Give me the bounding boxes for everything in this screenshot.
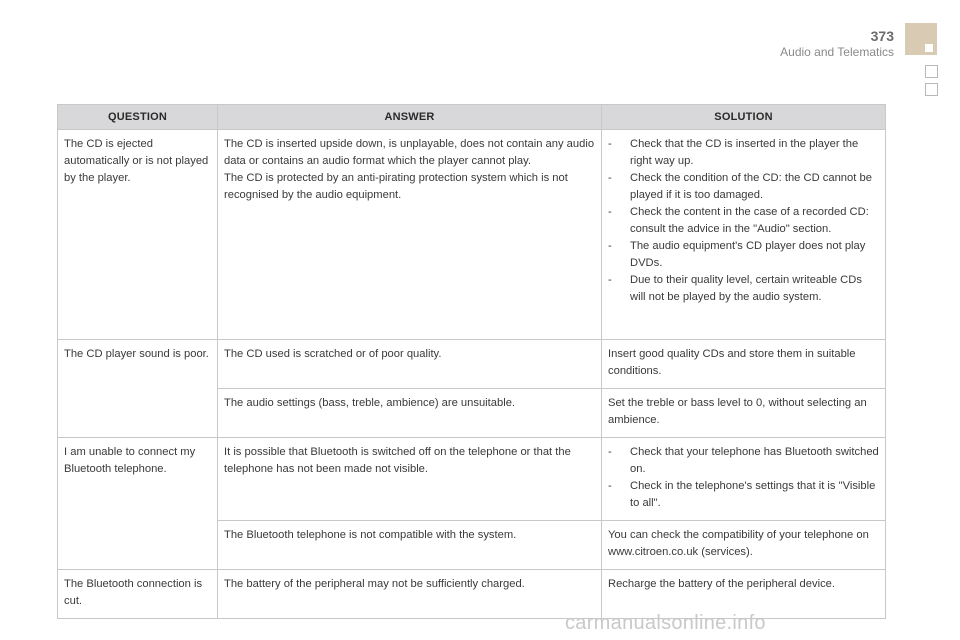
solution-list: [608, 136, 879, 306]
solution-item: - Check in the telephone's settings that it is "Visible to all".: [608, 478, 879, 512]
answer-line: The CD is inserted upside down, is unplayable, does not contain any audio data or contains an audio format which the player cannot play.: [224, 138, 595, 167]
page-box-icon: [925, 83, 938, 96]
solution-item: - Check the condition of the CD: the CD cannot be played if it is too damaged.: [608, 170, 879, 204]
solution-cell: You can check the compatibility of your telephone on www.citroen.co.uk (services).: [602, 521, 886, 570]
watermark: carmanualsonline.info: [565, 612, 766, 634]
table-row: [58, 130, 886, 340]
column-header-answer: ANSWER: [218, 105, 602, 130]
question-cell: The CD is ejected automatically or is not played by the player.: [58, 130, 218, 340]
table-row: [58, 340, 886, 389]
column-header-question: QUESTION: [58, 105, 218, 130]
solution-cell: Recharge the battery of the peripheral device.: [602, 570, 886, 619]
answer-cell: The CD used is scratched or of poor quality.: [218, 340, 602, 389]
solution-item: - Check the content in the case of a recorded CD: consult the advice in the "Audio" section.: [608, 204, 879, 238]
tab-square-icon: [925, 44, 933, 52]
solution-cell: Set the treble or bass level to 0, without selecting an ambience.: [602, 389, 886, 438]
solution-item: - Check that the CD is inserted in the player the right way up.: [608, 136, 879, 170]
section-title: Audio and Telematics: [780, 45, 894, 59]
faq-table: [57, 104, 886, 619]
solution-item: - Due to their quality level, certain writeable CDs will not be played by the audio system.: [608, 272, 879, 306]
question-cell: The CD player sound is poor.: [58, 340, 218, 438]
page-box-icon: [925, 65, 938, 78]
table-row: [58, 438, 886, 521]
answer-cell: The battery of the peripheral may not be sufficiently charged.: [218, 570, 602, 619]
solution-item: - Check that your telephone has Bluetooth switched on.: [608, 444, 879, 478]
solution-cell: Insert good quality CDs and store them in suitable conditions.: [602, 340, 886, 389]
answer-cell: It is possible that Bluetooth is switched off on the telephone or that the telephone has not been made not visible.: [218, 438, 602, 521]
answer-cell: The Bluetooth telephone is not compatible with the system.: [218, 521, 602, 570]
question-cell: I am unable to connect my Bluetooth telephone.: [58, 438, 218, 570]
solution-cell: [602, 438, 886, 521]
column-header-solution: SOLUTION: [602, 105, 886, 130]
page-number: 373: [870, 28, 894, 44]
solution-list: [608, 444, 879, 512]
question-cell: The Bluetooth connection is cut.: [58, 570, 218, 619]
solution-item: - The audio equipment's CD player does not play DVDs.: [608, 238, 879, 272]
section-tab-icon: [905, 23, 937, 55]
solution-cell: [602, 130, 886, 340]
answer-cell: [218, 130, 602, 340]
answer-cell: The audio settings (bass, treble, ambience) are unsuitable.: [218, 389, 602, 438]
answer-line: The CD is protected by an anti-pirating protection system which is not recognised by the audio equipment.: [224, 172, 568, 201]
table-header-row: [58, 105, 886, 130]
